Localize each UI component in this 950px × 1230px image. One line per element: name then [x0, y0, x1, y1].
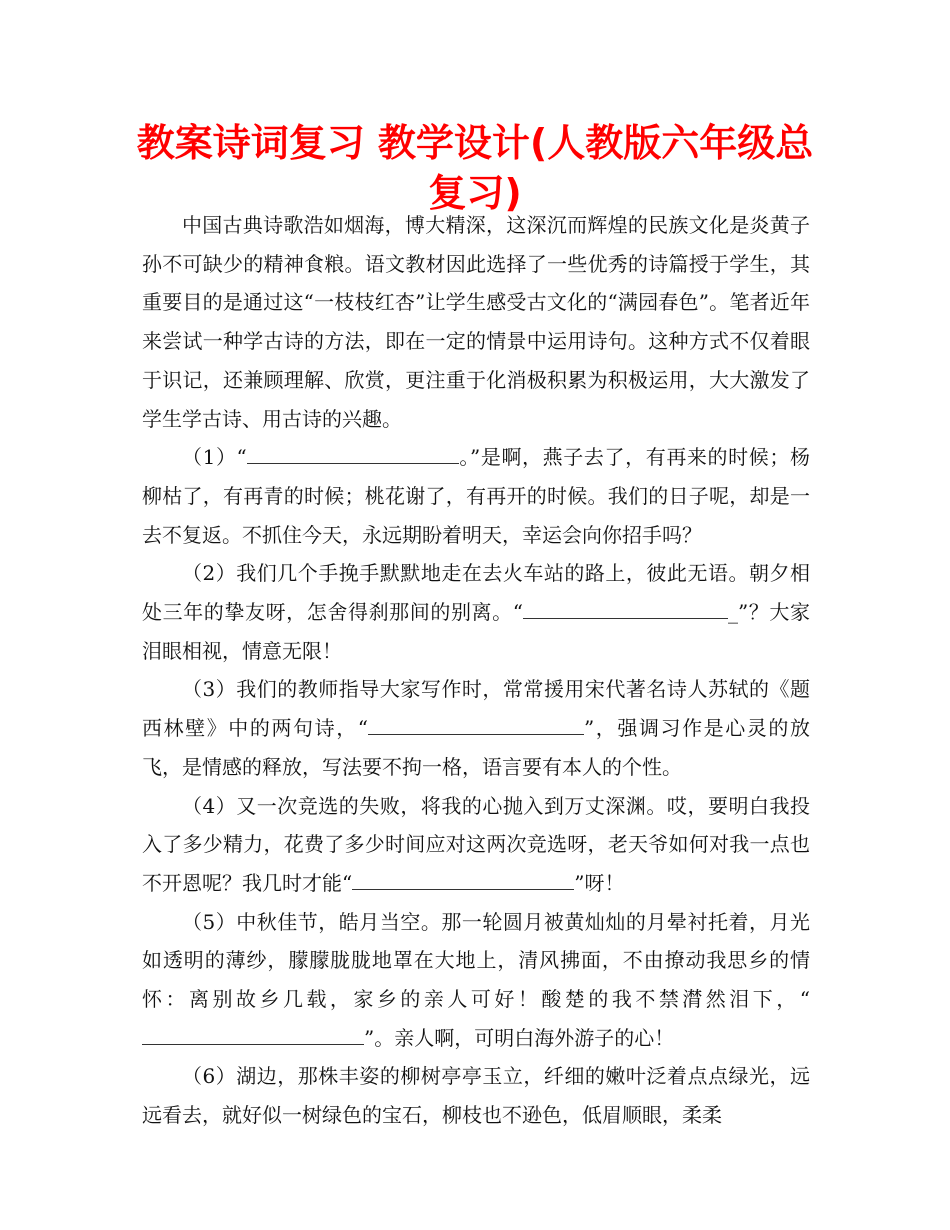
item-2-before: （2）我们几个手挽手默默地走在去火车站的路上，彼此无语。朝夕相处三年的挚友呀，怎舍得刹那间的别离。“: [142, 561, 810, 625]
answer-blank-3[interactable]: [368, 714, 584, 735]
item-3-before: （3）我们的教师指导大家写作时，常常援用宋代著名诗人苏轼的《题西林壁》中的两句诗，“: [142, 677, 810, 741]
item-5-before: （5）中秋佳节，皓月当空。那一轮圆月被黄灿灿的月晕衬托着，月光如透明的薄纱，朦朦胧胧地罩在大地上，清风拂面，不由撩动我思乡的情怀：离别故乡几载，家乡的亲人可好！酸楚的我不禁潸然泪下，“: [142, 909, 810, 1012]
exercise-item-6: （6）湖边，那株丰姿的柳树亭亭玉立，纤细的嫩叶泛着点点绿光，远远看去，就好似一树绿色的宝石，柳枝也不逊色，低眉顺眼，柔柔: [142, 1064, 810, 1128]
item-1-before: （1）“: [182, 445, 247, 470]
answer-blank-5[interactable]: [142, 1024, 364, 1045]
item-1-after: 。”是啊，燕子去了，有再来的时候；杨柳枯了，有再青的时候；桃花谢了，有再开的时候。我们的日子呢，却是一去不复返。不抓住今天，永远期盼着明天，幸运会向你招手吗？: [142, 445, 810, 547]
exercise-item-5: [142, 903, 810, 1058]
exercise-item-1: [142, 438, 810, 554]
item-3-after: ”，强调习作是心灵的放飞，是情感的释放，写法要不拘一格，语言要有本人的个性。: [142, 716, 810, 779]
document-title: 教案诗词复习 教学设计(人教版六年级总复习): [136, 121, 814, 215]
item-2-after: _”？大家泪眼相视，情意无限！: [142, 600, 810, 663]
answer-blank-1[interactable]: [247, 443, 459, 464]
answer-blank-4[interactable]: [352, 869, 574, 890]
intro-paragraph: 中国古典诗歌浩如烟海，博大精深，这深沉而辉煌的民族文化是炎黄子孙不可缺少的精神食粮。语文教材因此选择了一些优秀的诗篇授于学生，其重要目的是通过这“一枝枝红杏”让学生感受古文化的“满园春色”。笔者近年来尝试一种学古诗的方法，即在一定的情景中运用诗句。这种方式不仅着眼于识记，还兼顾理解、欣赏，更注重于化消极积累为积极运用，大大激发了学生学古诗、用古诗的兴趣。: [142, 213, 810, 431]
exercise-item-3: [142, 670, 810, 786]
document-body: [142, 206, 810, 1135]
exercise-item-2: [142, 554, 810, 670]
item-4-before: （4）又一次竞选的失败，将我的心抛入到万丈深渊。哎，要明白我投入了多少精力，花费了多少时间应对这两次竞选呀，老天爷如何对我一点也不开恩呢？我几时才能“: [142, 793, 810, 895]
item-5-after: ”。亲人啊，可明白海外游子的心！: [364, 1025, 675, 1050]
exercise-item-4: [142, 787, 810, 903]
answer-blank-2[interactable]: [523, 598, 728, 619]
item-4-after: ”呀！: [574, 870, 625, 895]
